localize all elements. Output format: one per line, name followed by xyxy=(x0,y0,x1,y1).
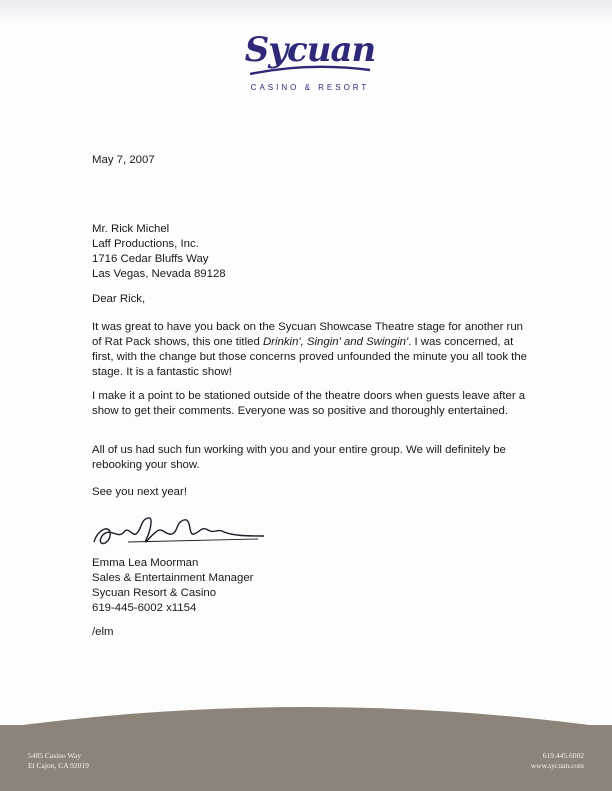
footer-street: 5485 Casino Way xyxy=(28,751,82,760)
handwritten-signature xyxy=(88,506,268,554)
footer-phone: 619.445.6002 xyxy=(542,751,584,760)
footer-band xyxy=(0,725,612,791)
typist-initials: /elm xyxy=(92,626,114,638)
signer-block xyxy=(92,556,253,616)
signer-name: Emma Lea Moorman xyxy=(92,557,199,569)
recipient-company: Laff Productions, Inc. xyxy=(92,238,199,250)
paragraph-2: I make it a point to be stationed outside of the theatre doors when guests leave after a show to get their comments. Everyone was so positive and thoroughly entertained. xyxy=(92,390,526,417)
recipient-name: Mr. Rick Michel xyxy=(92,223,170,235)
logo-wordmark: Sycuan xyxy=(244,30,376,70)
paragraph-1-start: It was great to have you back on the Sycuan Showcase Theatre stage for another run of Rat Pack shows, this one titled xyxy=(92,321,523,348)
logo-swoosh-icon xyxy=(248,64,372,78)
show-title: Drinkin', Singin' and Swingin' xyxy=(262,336,409,348)
signer-company: Sycuan Resort & Casino xyxy=(92,587,217,599)
footer-website: www.sycuan.com xyxy=(530,761,584,770)
signer-phone: 619-445-6002 x1154 xyxy=(92,602,197,614)
logo-tagline: CASINO & RESORT xyxy=(250,83,370,92)
paragraph-1-end: . I was concerned, at first, with the change but those concerns proved unfounded the minute you all took the stage. It is a fantastic show! xyxy=(92,336,528,378)
footer-city: El Cajon, CA 92019 xyxy=(28,761,89,770)
recipient-city: Las Vegas, Nevada 89128 xyxy=(92,268,226,280)
paragraph-1 xyxy=(92,320,532,380)
salutation: Dear Rick, xyxy=(92,293,146,305)
top-band xyxy=(0,0,612,26)
recipient-address xyxy=(92,222,226,282)
signer-title: Sales & Entertainment Manager xyxy=(92,572,254,584)
sycuan-logo xyxy=(230,28,390,98)
footer-contact xyxy=(531,751,584,771)
footer-wave xyxy=(0,690,612,730)
letter-date: May 7, 2007 xyxy=(92,154,155,166)
footer-address xyxy=(28,751,89,771)
recipient-street: 1716 Cedar Bluffs Way xyxy=(92,253,209,265)
paragraph-3: All of us had such fun working with you and your entire group. We will definitely be rebooking your show. xyxy=(92,444,506,471)
closing: See you next year! xyxy=(92,486,187,498)
